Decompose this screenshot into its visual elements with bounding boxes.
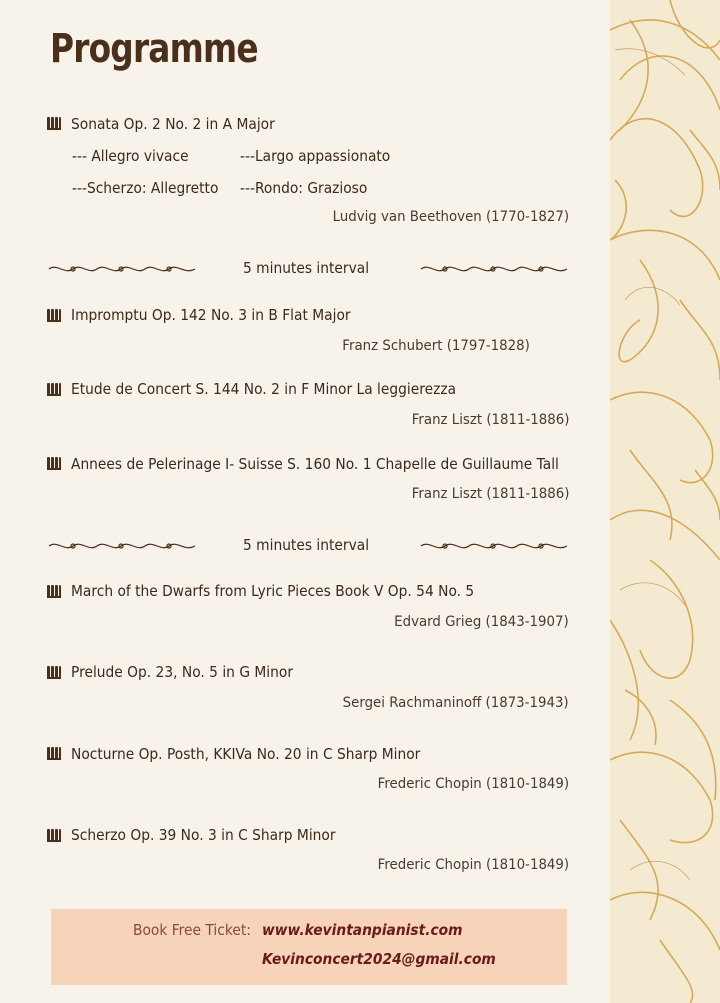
composer: Frederic Chopin (1810-1849): [377, 857, 569, 873]
composer: Franz Liszt (1811-1886): [411, 412, 569, 428]
floral-decoration: [610, 0, 720, 1003]
page-title: Programme: [50, 26, 258, 72]
piano-icon: [47, 457, 61, 470]
scroll-flourish-icon: [47, 262, 197, 276]
piano-icon: [47, 117, 61, 130]
piano-icon: [47, 666, 61, 679]
movement: ---Rondo: Grazioso: [240, 179, 368, 197]
composer: Edvard Grieg (1843-1907): [394, 614, 569, 630]
website-link[interactable]: www.kevintanpianist.com: [262, 921, 463, 939]
piece-title: Prelude Op. 23, No. 5 in G Minor: [71, 663, 294, 681]
composer: Franz Schubert (1797-1828): [342, 338, 530, 354]
piano-icon: [47, 747, 61, 760]
ticket-box: [51, 909, 567, 985]
gold-floral-pattern: [610, 0, 720, 1003]
scroll-flourish-icon: [419, 539, 569, 553]
piano-icon: [47, 383, 61, 396]
ticket-label: Book Free Ticket:: [133, 921, 251, 939]
piece-title: March of the Dwarfs from Lyric Pieces Book V Op. 54 No. 5: [71, 582, 475, 600]
piece-title: Etude de Concert S. 144 No. 2 in F Minor La leggierezza: [71, 380, 457, 398]
interval-divider: [47, 259, 569, 279]
piece-title: Sonata Op. 2 No. 2 in A Major: [71, 115, 275, 133]
interval-label: 5 minutes interval: [243, 259, 370, 277]
piece-title: Scherzo Op. 39 No. 3 in C Sharp Minor: [71, 826, 336, 844]
interval-divider: [47, 536, 569, 556]
composer: Sergei Rachmaninoff (1873-1943): [343, 695, 569, 711]
movement: ---Scherzo: Allegretto: [72, 179, 219, 197]
movement: --- Allegro vivace: [72, 147, 189, 165]
piece-title: Nocturne Op. Posth, KKIVa No. 20 in C Sharp Minor: [71, 745, 421, 763]
movement: ---Largo appassionato: [240, 147, 391, 165]
piece-title: Annees de Pelerinage I- Suisse S. 160 No. 1 Chapelle de Guillaume Tall: [71, 455, 559, 473]
email-link[interactable]: Kevinconcert2024@gmail.com: [262, 950, 496, 968]
interval-label: 5 minutes interval: [243, 536, 370, 554]
composer: Ludvig van Beethoven (1770-1827): [332, 209, 569, 225]
composer: Franz Liszt (1811-1886): [411, 486, 569, 502]
piano-icon: [47, 309, 61, 322]
piano-icon: [47, 585, 61, 598]
scroll-flourish-icon: [419, 262, 569, 276]
scroll-flourish-icon: [47, 539, 197, 553]
composer: Frederic Chopin (1810-1849): [377, 776, 569, 792]
piece-title: Impromptu Op. 142 No. 3 in B Flat Major: [71, 306, 351, 324]
piano-icon: [47, 829, 61, 842]
